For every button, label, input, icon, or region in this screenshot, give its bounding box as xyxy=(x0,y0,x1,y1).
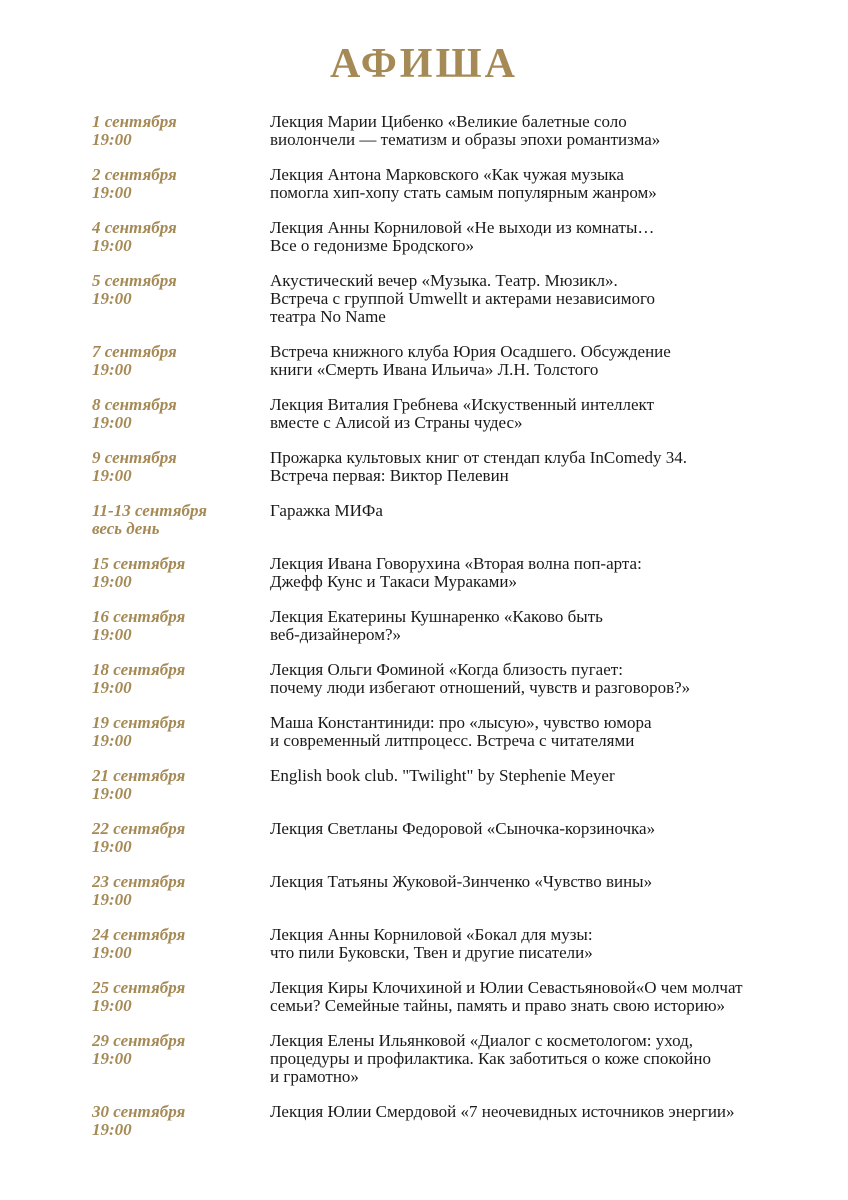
event-date: 22 сентября 19:00 xyxy=(92,819,186,856)
event-description: Лекция Ольги Фоминой «Когда близость пугает: почему люди избегают отношений, чувств и разговоров?» xyxy=(270,660,691,697)
event-description: Акустический вечер «Музыка. Театр. Мюзикл». Встреча с группой Umwellt и актерами независимого театра No Name xyxy=(270,271,656,326)
event-date: 5 сентября 19:00 xyxy=(92,271,177,308)
event-date: 30 сентября 19:00 xyxy=(92,1102,186,1139)
event-date: 2 сентября 19:00 xyxy=(92,165,177,202)
event-description: Лекция Ивана Говорухина «Вторая волна поп-арта: Джефф Кунс и Такаси Мураками» xyxy=(270,554,642,591)
page-title: АФИША xyxy=(330,41,518,87)
event-date: 11-13 сентября весь день xyxy=(92,501,207,538)
event-description: Лекция Виталия Гребнева «Искуственный интеллект вместе с Алисой из Страны чудес» xyxy=(270,395,654,432)
event-date: 16 сентября 19:00 xyxy=(92,607,186,644)
event-description: Маша Константиниди: про «лысую», чувство юмора и современный литпроцесс. Встреча с читателями xyxy=(270,713,652,750)
event-description: Лекция Татьяны Жуковой-Зинченко «Чувство вины» xyxy=(270,872,653,891)
event-date: 1 сентября 19:00 xyxy=(92,112,177,149)
event-description: Лекция Антона Марковского «Как чужая музыка помогла хип-хопу стать самым популярным жанром» xyxy=(270,165,657,202)
event-date: 25 сентября 19:00 xyxy=(92,978,186,1015)
event-description: Лекция Марии Цибенко «Великие балетные соло виолончели — тематизм и образы эпохи романтизма» xyxy=(270,112,661,149)
event-description: Лекция Анны Корниловой «Не выходи из комнаты… Все о гедонизме Бродского» xyxy=(270,218,655,255)
event-date: 18 сентября 19:00 xyxy=(92,660,186,697)
event-description: Лекция Екатерины Кушнаренко «Каково быть веб-дизайнером?» xyxy=(270,607,603,644)
event-description: Лекция Елены Ильянковой «Диалог с косметологом: уход, процедуры и профилактика. Как заботиться о коже спокойно и грамотно» xyxy=(270,1031,711,1086)
event-date: 15 сентября 19:00 xyxy=(92,554,186,591)
event-description: Лекция Светланы Федоровой «Сыночка-корзиночка» xyxy=(270,819,656,838)
event-date: 8 сентября 19:00 xyxy=(92,395,177,432)
event-description: Лекция Киры Клочихиной и Юлии Севастьяновой«О чем молчат семьи? Семейные тайны, память и право знать свою историю» xyxy=(270,978,743,1015)
event-date: 7 сентября 19:00 xyxy=(92,342,177,379)
event-description: Встреча книжного клуба Юрия Осадшего. Обсуждение книги «Смерть Ивана Ильича» Л.Н. Толстого xyxy=(270,342,671,379)
event-date: 21 сентября 19:00 xyxy=(92,766,186,803)
event-date: 19 сентября 19:00 xyxy=(92,713,186,750)
event-description: Лекция Юлии Смердовой «7 неочевидных источников энергии» xyxy=(270,1102,735,1121)
event-description: Лекция Анны Корниловой «Бокал для музы: что пили Буковски, Твен и другие писатели» xyxy=(270,925,593,962)
event-description: Гаражка МИФа xyxy=(270,501,383,520)
event-date: 29 сентября 19:00 xyxy=(92,1031,186,1068)
event-description: English book club. "Twilight" by Stephenie Meyer xyxy=(270,766,615,785)
event-date: 23 сентября 19:00 xyxy=(92,872,186,909)
event-description: Прожарка культовых книг от стендап клуба InComedy 34. Встреча первая: Виктор Пелевин xyxy=(270,448,688,485)
event-date: 24 сентября 19:00 xyxy=(92,925,186,962)
event-date: 4 сентября 19:00 xyxy=(92,218,177,255)
event-date: 9 сентября 19:00 xyxy=(92,448,177,485)
